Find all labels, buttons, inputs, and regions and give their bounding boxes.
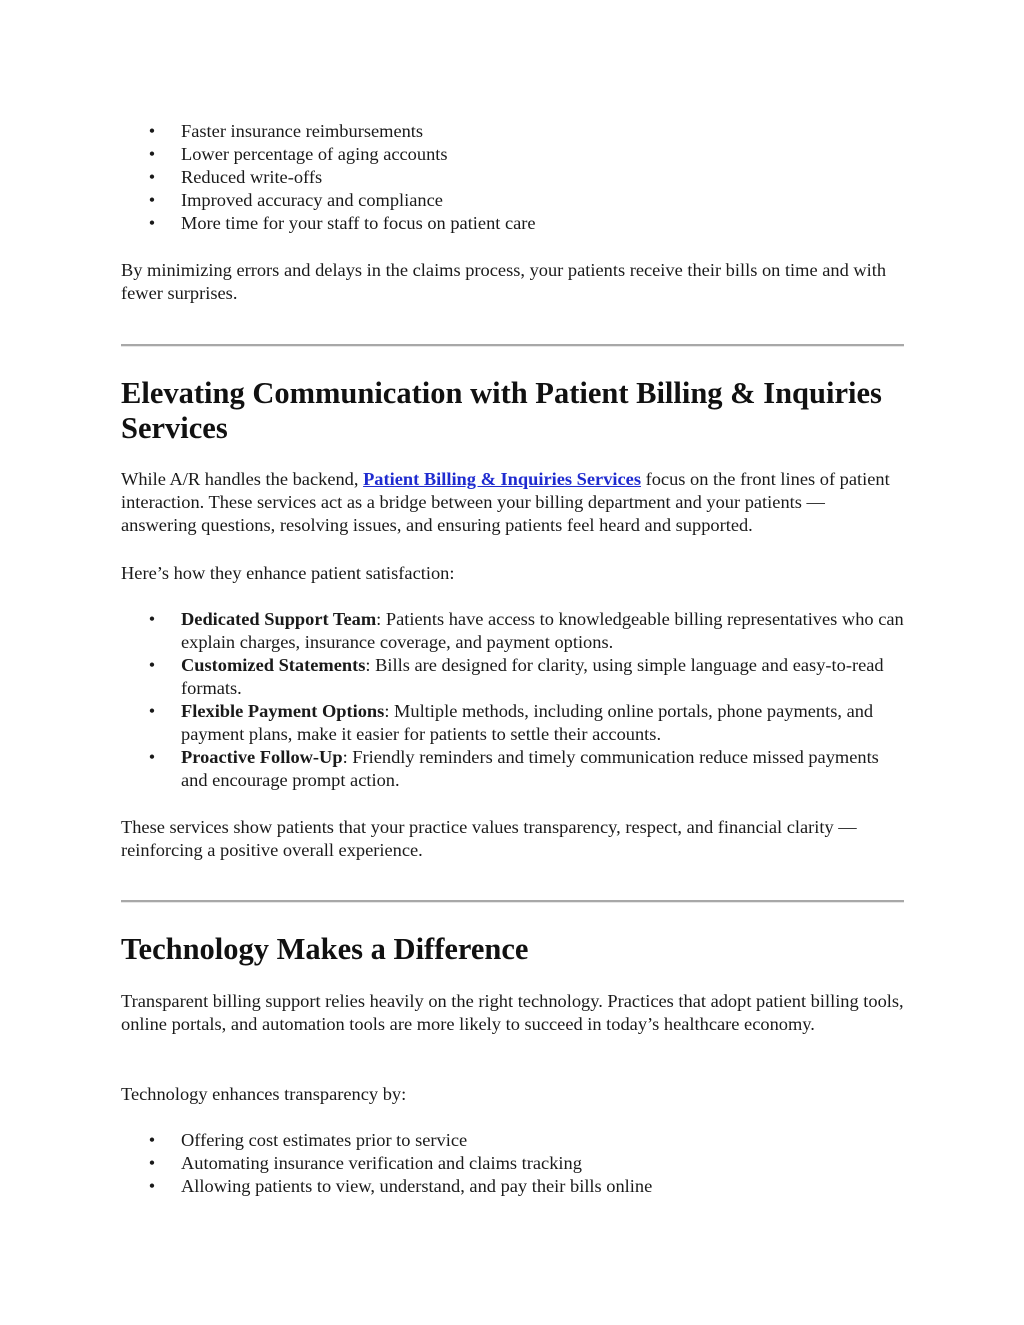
patient-billing-services-link[interactable]: Patient Billing & Inquiries Services <box>363 469 641 489</box>
bullet-icon: • <box>148 121 156 141</box>
list-item: • Faster insurance reimbursements <box>148 121 424 141</box>
list-item <box>148 746 905 792</box>
bullet-icon: • <box>148 1130 156 1150</box>
feature-term: Flexible Payment Options <box>181 701 385 721</box>
bullet-icon: • <box>148 1153 156 1173</box>
feature-description: : Friendly reminders and timely communication reduce missed payments and encourage prompt action. <box>181 747 879 790</box>
technology-paragraph-lead: Technology enhances transparency by: <box>121 1084 407 1104</box>
section-divider <box>121 344 904 347</box>
bullet-icon: • <box>148 144 156 164</box>
benefits-list <box>121 120 965 235</box>
bullet-icon: • <box>148 655 156 675</box>
list-item: • Reduced write-offs <box>148 167 323 187</box>
bullet-icon: • <box>148 213 156 233</box>
feature-description: : Patients have access to knowledgeable billing representatives who can explain charges, insurance coverage, and payment options. <box>181 609 904 652</box>
list-item: • Automating insurance verification and claims tracking <box>148 1153 582 1173</box>
list-item: • Lower percentage of aging accounts <box>148 144 448 164</box>
billing-paragraph-closing: These services show patients that your practice values transparency, respect, and financial clarity — reinforcing a positive overall experience. <box>121 817 857 860</box>
list-item: • Improved accuracy and compliance <box>148 190 443 210</box>
technology-list <box>121 1129 965 1198</box>
bullet-icon: • <box>148 167 156 187</box>
bullet-icon: • <box>148 190 156 210</box>
billing-section-heading: Elevating Communication with Patient Billing & Inquiries Services <box>121 376 882 445</box>
feature-description: : Bills are designed for clarity, using simple language and easy-to-read formats. <box>181 655 884 698</box>
list-item: • More time for your staff to focus on patient care <box>148 213 536 233</box>
technology-paragraph-intro: Transparent billing support relies heavily on the right technology. Practices that adopt patient billing tools, online portals, and automation tools are more likely to succeed in today’s healthcare economy. <box>121 991 904 1034</box>
list-item <box>148 654 905 700</box>
feature-term: Proactive Follow-Up <box>181 747 343 767</box>
list-item: • Offering cost estimates prior to service <box>148 1130 468 1150</box>
list-item <box>148 608 905 654</box>
feature-description: : Multiple methods, including online portals, phone payments, and payment plans, make it easier for patients to settle their accounts. <box>181 701 874 744</box>
billing-paragraph-intro: While A/R handles the backend, Patient Billing & Inquiries Services focus on the front lines of patient interaction. These services act as a bridge between your billing department and your patients — answering questions, resolving issues, and ensuring patients feel heard and supported. <box>121 469 890 535</box>
bullet-icon: • <box>148 747 156 767</box>
bullet-icon: • <box>148 1176 156 1196</box>
intro-paragraph: By minimizing errors and delays in the claims process, your patients receive their bills on time and with fewer surprises. <box>121 260 887 303</box>
list-item <box>148 700 905 746</box>
technology-section-heading: Technology Makes a Difference <box>121 932 529 966</box>
feature-term: Dedicated Support Team <box>181 609 377 629</box>
bullet-icon: • <box>148 701 156 721</box>
list-item: • Allowing patients to view, understand, and pay their bills online <box>148 1176 653 1196</box>
feature-term: Customized Statements <box>181 655 366 675</box>
billing-features-list <box>121 608 905 792</box>
section-divider <box>121 900 904 903</box>
bullet-icon: • <box>148 609 156 629</box>
billing-paragraph-lead: Here’s how they enhance patient satisfaction: <box>121 563 455 583</box>
